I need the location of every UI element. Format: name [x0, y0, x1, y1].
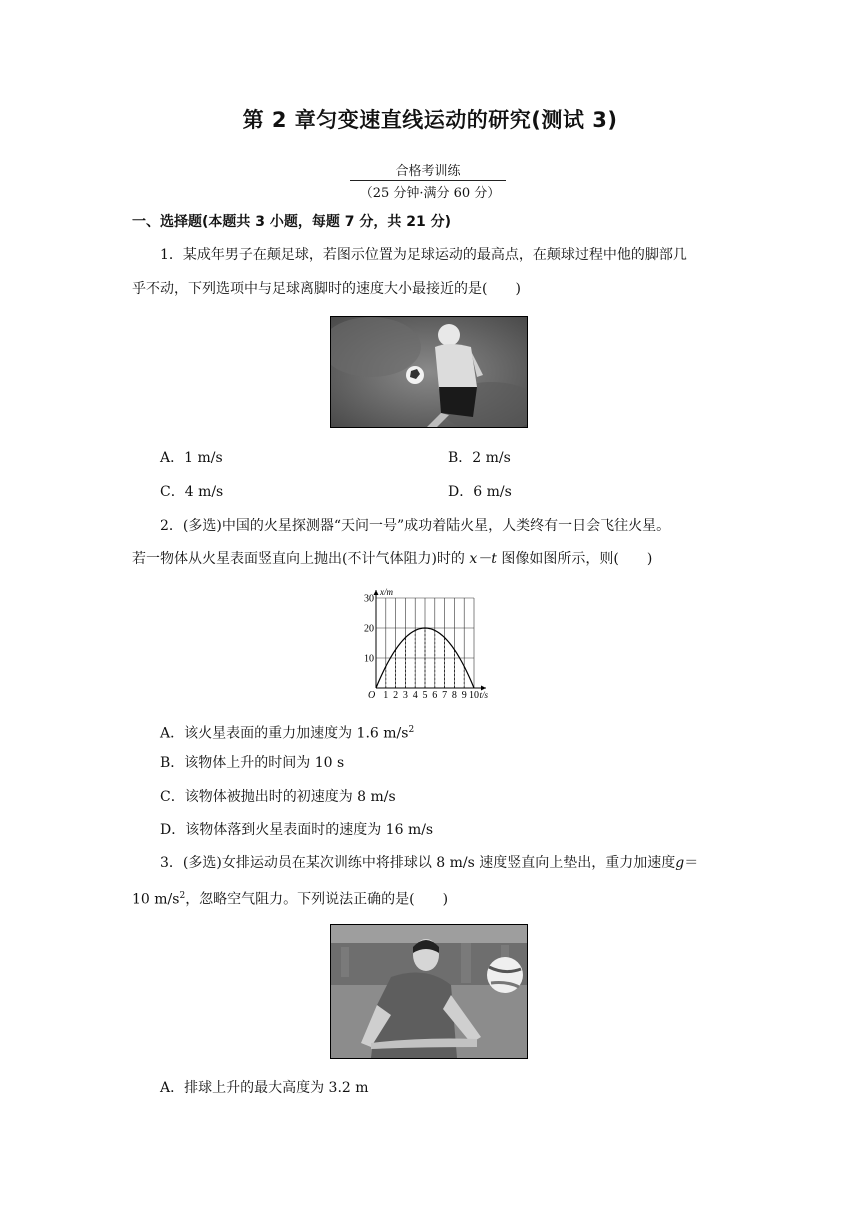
x-tick-label: 2 [393, 690, 399, 700]
xt-graph [358, 588, 506, 700]
q3-line2 [132, 886, 448, 910]
q3-line1 [160, 853, 698, 873]
q3-line1-pre: 3．(多选)女排运动员在某次训练中将排球以 8 m/s 速度竖直向上垫出，重力加速度 [160, 855, 676, 871]
q2-option-a-sup: 2 [408, 725, 415, 735]
x-tick-label: 5 [422, 690, 428, 700]
section-heading: 一、选择题(本题共 3 小题，每题 7 分，共 21 分) [132, 214, 452, 230]
q2-option-a [160, 720, 414, 744]
x-tick-label: 9 [461, 690, 467, 700]
q1-option-a: A．1 m/s [160, 450, 223, 466]
q3-line1-var: g [675, 855, 685, 871]
q2-line2 [132, 549, 652, 569]
x-tick-label: 7 [442, 690, 448, 700]
football-player-image [331, 317, 527, 427]
y-tick-label: 20 [364, 623, 374, 635]
x-tick-label: 8 [451, 690, 457, 700]
q3-line2-pre: 10 m/s [132, 891, 180, 908]
y-axis-label: x/m [380, 588, 393, 597]
q2-option-b: B．该物体上升的时间为 10 s [160, 755, 345, 771]
page-title: 第 2 章匀变速直线运动的研究(测试 3) [242, 108, 618, 132]
football-photo [330, 316, 528, 428]
q2-option-c: C．该物体被抛出时的初速度为 8 m/s [160, 789, 396, 805]
y-tick-label: 30 [364, 593, 374, 605]
origin-label: O [368, 690, 376, 700]
q3-line1-post: ＝ [684, 855, 699, 871]
q2-option-d: D．该物体落到火星表面时的速度为 16 m/s [160, 822, 434, 838]
q1-option-b: B．2 m/s [448, 450, 511, 466]
x-tick-label: 6 [432, 690, 438, 700]
volleyball-photo [330, 924, 528, 1059]
volleyball-player-image [331, 925, 527, 1058]
x-axis-label: t/s [479, 690, 488, 700]
xt-chart-svg [358, 588, 506, 700]
q3-line2-post: ，忽略空气阻力。下列说法正确的是( ) [185, 891, 449, 908]
q1-option-d: D．6 m/s [448, 484, 512, 500]
timing-info: （25 分钟·满分 60 分） [359, 186, 501, 201]
x-tick-label: 1 [383, 690, 389, 700]
x-tick-label: 10 [469, 690, 479, 700]
q3-line2-sup: 2 [179, 891, 186, 901]
q1-line2: 乎不动，下列选项中与足球离脚时的速度大小最接近的是( ) [132, 281, 521, 297]
q2-line2-math: x－t [469, 551, 497, 567]
q2-line2-post: 图像如图所示，则( ) [501, 551, 653, 567]
y-tick-label: 10 [364, 653, 374, 665]
q1-option-c: C．4 m/s [160, 484, 224, 500]
subtitle: 合格考训练 [350, 160, 506, 181]
x-tick-label: 3 [402, 690, 408, 700]
y-axis-arrow [374, 590, 379, 595]
q1-line1: 1．某成年男子在颠足球，若图示位置为足球运动的最高点，在颠球过程中他的脚部几 [160, 247, 687, 263]
q2-option-a-text: A．该火星表面的重力加速度为 1.6 m/s [160, 725, 409, 742]
q3-option-a: A．排球上升的最大高度为 3.2 m [160, 1080, 369, 1096]
q2-line2-pre: 若一物体从火星表面竖直向上抛出(不计气体阻力)时的 [132, 551, 465, 567]
q2-line1: 2．(多选)中国的火星探测器“天问一号”成功着陆火星，人类终有一日会飞往火星。 [160, 518, 671, 534]
x-tick-label: 4 [412, 690, 418, 700]
